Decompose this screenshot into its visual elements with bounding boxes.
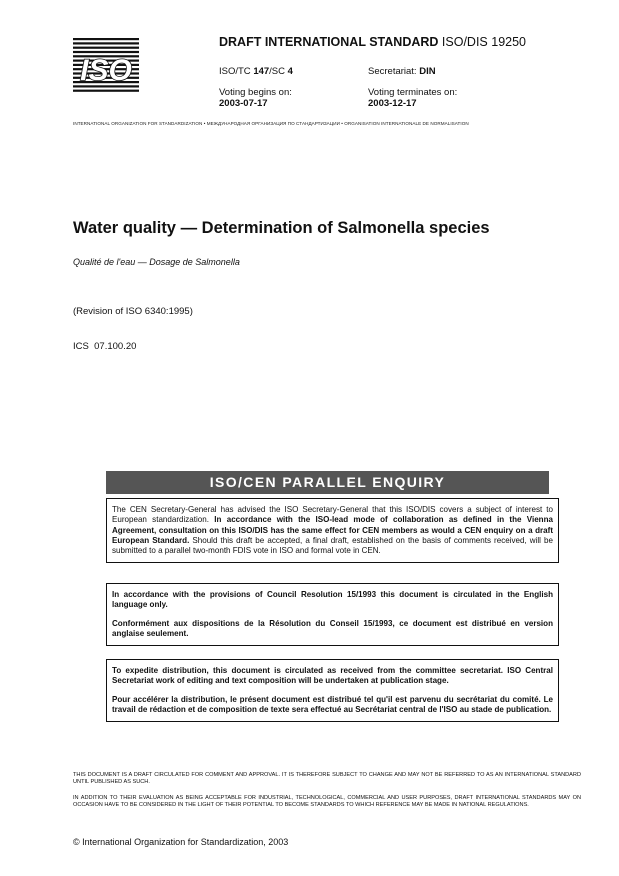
distribution-box [106, 659, 559, 722]
document-subtitle-french: Qualité de l'eau — Dosage de Salmonella [73, 257, 240, 267]
copyright: © International Organization for Standardization, 2003 [73, 837, 289, 847]
ics-code: ICS 07.100.20 [73, 341, 137, 352]
document-title: Water quality — Determination of Salmonella species [73, 219, 490, 237]
language-box [106, 583, 559, 646]
enquiry-text: The CEN Secretary-General has advised the ISO Secretary-General that this ISO/DIS covers a subject of interest to European standardization. In accordance with the ISO-lead mode of collaboration as defined in the Vienna Agreement, consultation on this ISO/DIS has the same effect for CEN members as would a CEN enquiry on a draft European Standard. Should this draft be accepted, a final draft, established on the basis of comments received, will be submitted to a parallel two-month FDIS vote in ISO and formal vote in CEN. [112, 505, 553, 556]
enquiry-box [106, 498, 559, 563]
iso-logo [73, 38, 139, 94]
organization-line: INTERNATIONAL ORGANIZATION FOR STANDARDIZATION • МЕЖДУНАРОДНАЯ ОРГАНИЗАЦИЯ ПО СТАНДАРТИЗАЦИИ • ORGANISATION INTERNATIONALE DE NORMALISATION [73, 121, 469, 126]
doc-type: DRAFT INTERNATIONAL STANDARD [219, 35, 439, 49]
distribution-note-fr: Pour accélérer la distribution, le présent document est distribué tel qu'il est parvenu du secrétariat du comité. Le travail de rédaction et de composition de texte sera effectué au Secrétariat central de l'ISO au stade de publication. [112, 694, 553, 714]
distribution-note-en: To expedite distribution, this document is circulated as received from the committee secretariat. ISO Central Secretariat work of editing and text composition will be undertaken at publication stage. [112, 666, 553, 686]
committee: ISO/TC 147/SC 4 [219, 66, 293, 77]
document-type-heading [219, 35, 526, 49]
language-note-en: In accordance with the provisions of Council Resolution 15/1993 this document is circulated in the English language only. [112, 590, 553, 610]
language-note-fr: Conformément aux dispositions de la Résolution du Conseil 15/1993, ce document est distribué en version anglaise seulement. [112, 618, 553, 638]
enquiry-banner: ISO/CEN PARALLEL ENQUIRY [106, 471, 549, 494]
draft-disclaimer: THIS DOCUMENT IS A DRAFT CIRCULATED FOR COMMENT AND APPROVAL. IT IS THEREFORE SUBJECT TO CHANGE AND MAY NOT BE REFERRED TO AS AN INTERNATIONAL STANDARD UNTIL PUBLISHED AS SUCH. [73, 772, 581, 786]
voting-ends-date: 2003-12-17 [368, 98, 417, 109]
secretariat: Secretariat: DIN [368, 66, 436, 77]
voting-begins-label: Voting begins on: [219, 87, 292, 98]
voting-begins-date: 2003-07-17 [219, 98, 268, 109]
svg-text:ISO: ISO [80, 54, 132, 87]
voting-ends-label: Voting terminates on: [368, 87, 458, 98]
doc-number: ISO/DIS 19250 [441, 35, 526, 49]
revision-note: (Revision of ISO 6340:1995) [73, 306, 193, 317]
evaluation-disclaimer: IN ADDITION TO THEIR EVALUATION AS BEING ACCEPTABLE FOR INDUSTRIAL, TECHNOLOGICAL, COMMERCIAL AND USER PURPOSES, DRAFT INTERNATIONAL STANDARDS MAY ON OCCASION HAVE TO BE CONSIDERED IN THE LIGHT OF THEIR POTENTIAL TO BECOME STANDARDS TO WHICH REFERENCE MAY BE MADE IN NATIONAL REGULATIONS. [73, 795, 581, 809]
